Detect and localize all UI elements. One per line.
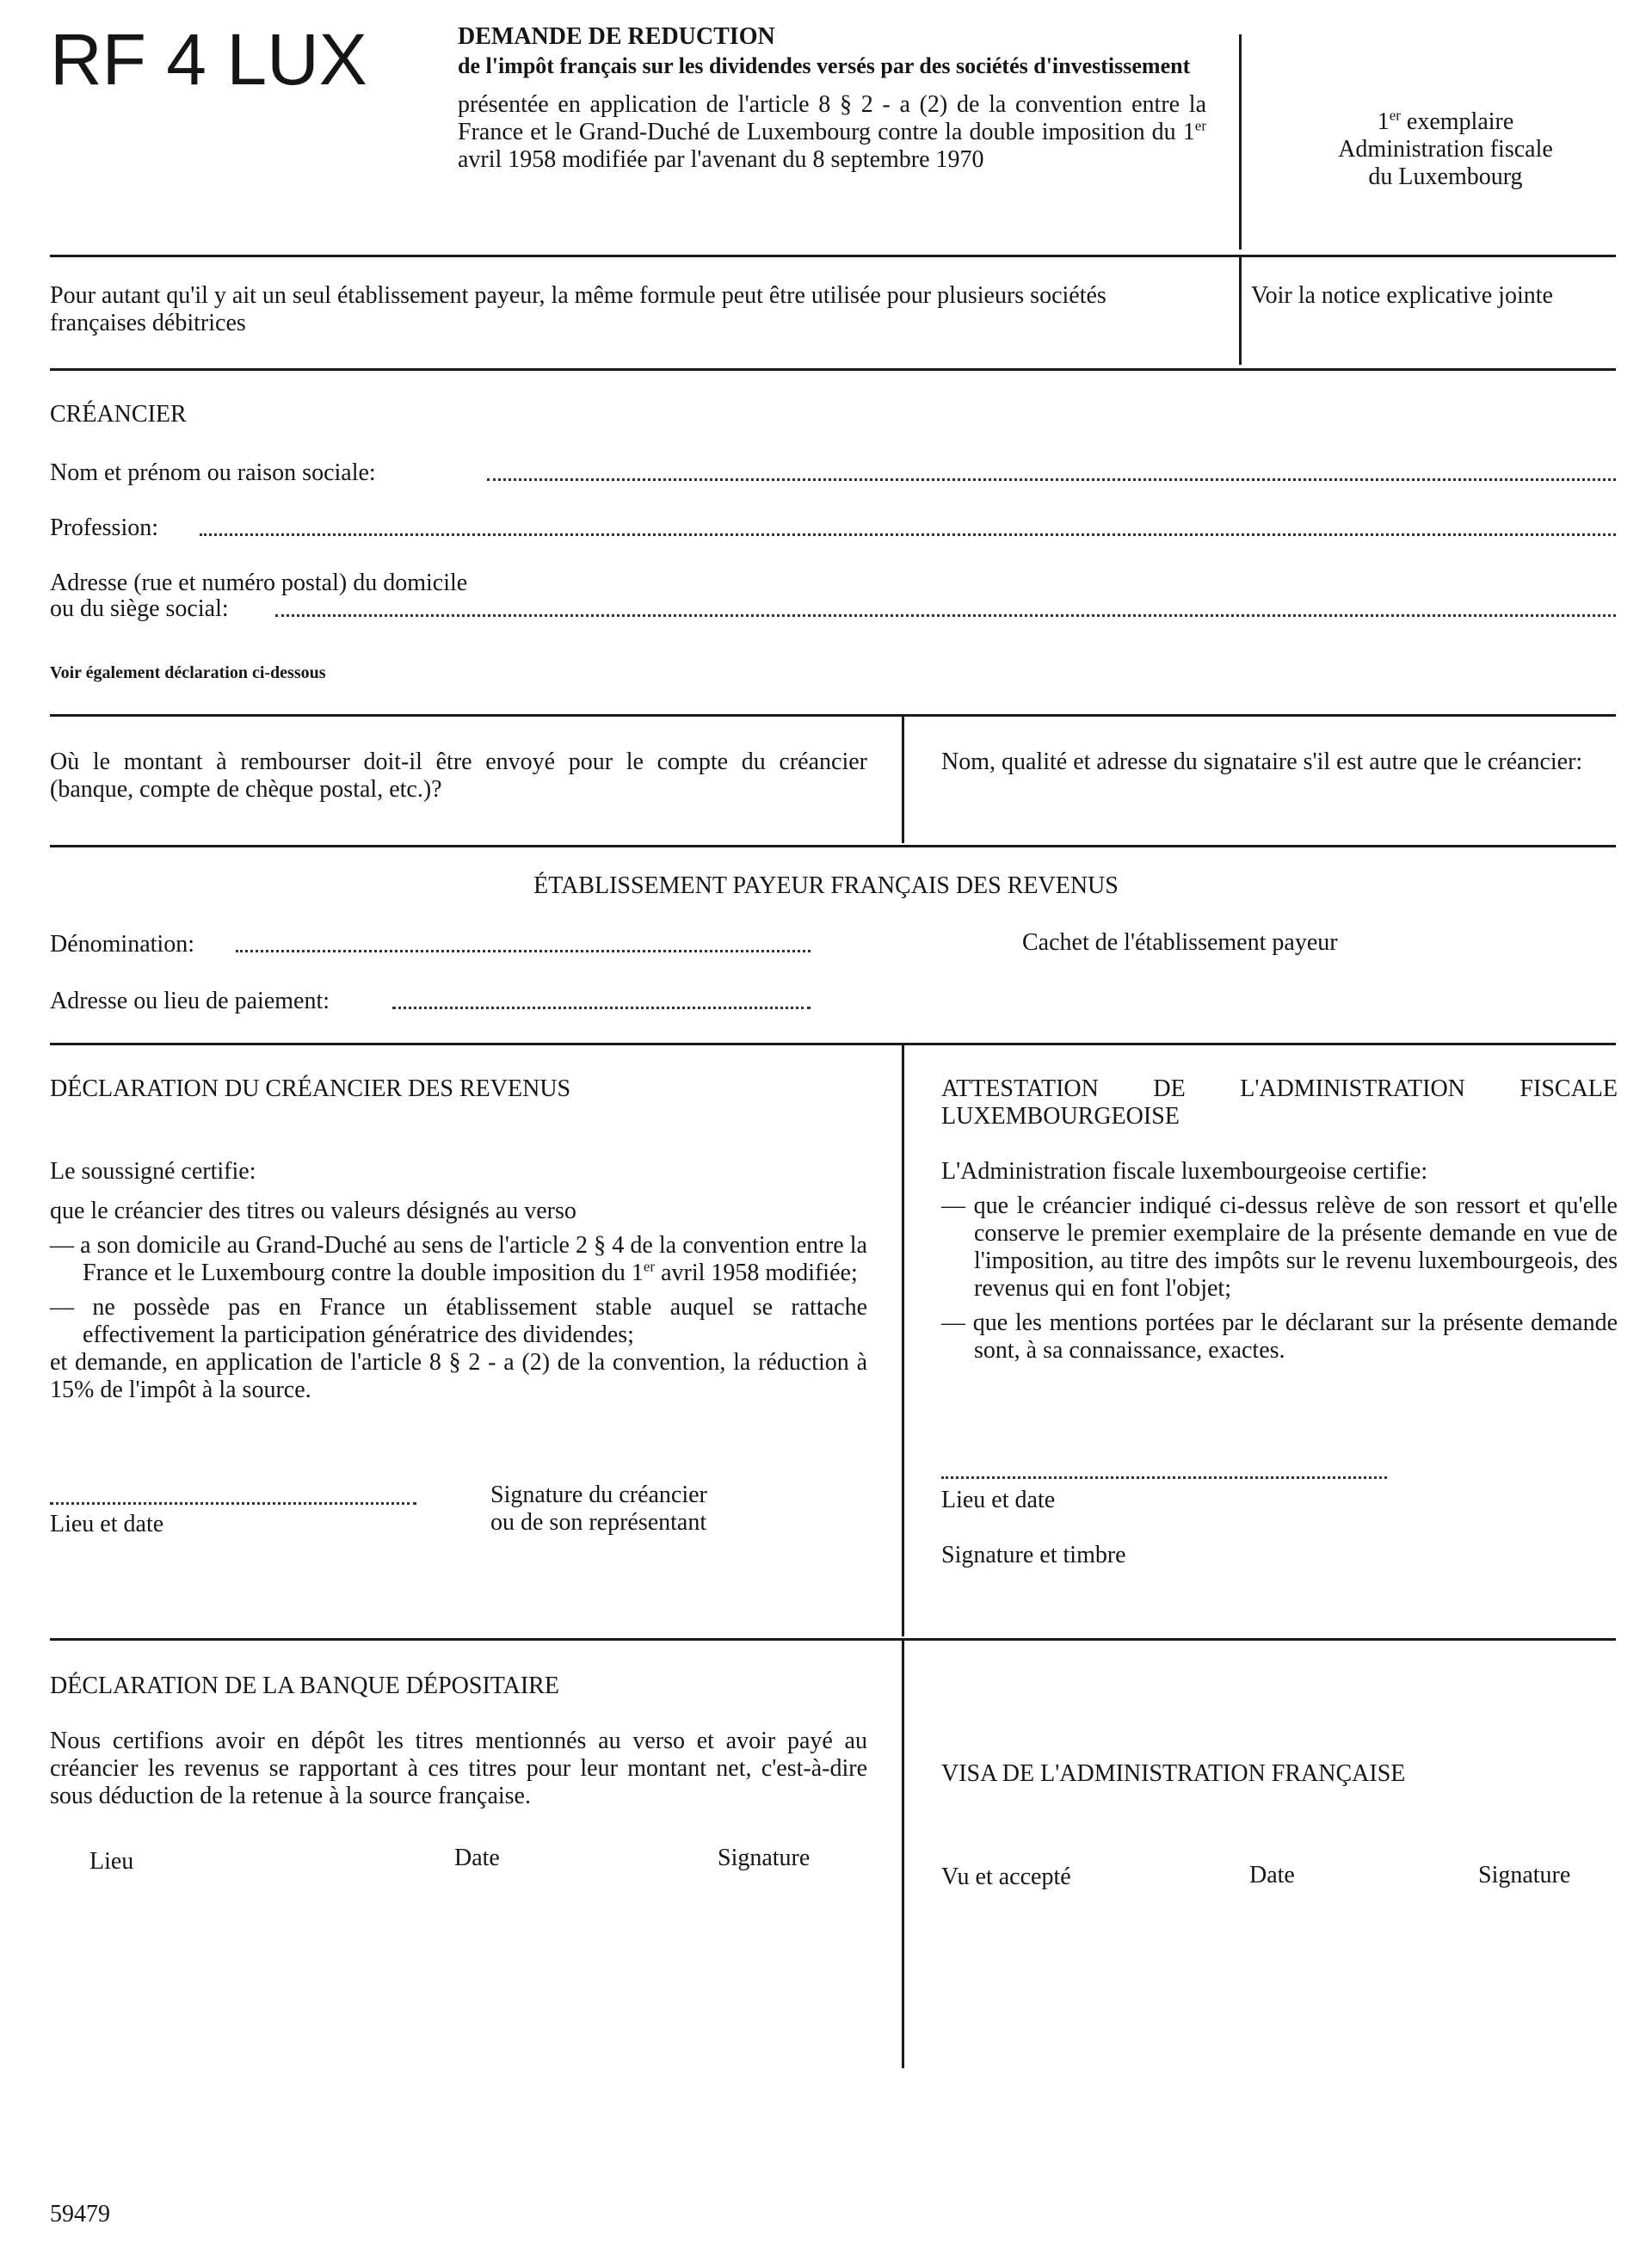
divider-declaration [50,1638,1616,1641]
attestation-signature-label: Signature et timbre [941,1542,1126,1568]
form-title: DEMANDE DE REDUCTION [458,23,775,50]
nom-label: Nom et prénom ou raison sociale: [50,459,376,486]
etablissement-heading: ÉTABLISSEMENT PAYEUR FRANÇAIS DES REVENUS [533,872,1119,899]
divider-notice [50,368,1616,371]
declaration-signature-line1: Signature du créancier [490,1482,707,1508]
paiement-label: Adresse ou lieu de paiement: [50,988,330,1014]
payment-question: Où le montant à rembourser doit-il être envoyé pour le compte du créancier (banque, compte de chèque postal, etc.)? [50,749,867,803]
profession-label: Profession: [50,514,158,541]
visa-date-label: Date [1249,1862,1295,1888]
banque-heading: DÉCLARATION DE LA BANQUE DÉPOSITAIRE [50,1673,559,1699]
banque-signature-label: Signature [718,1845,811,1871]
adresse-label-line1: Adresse (rue et numéro postal) du domicile [50,570,468,596]
banque-lieu-label: Lieu [89,1848,134,1875]
declaration-content [50,1158,867,1404]
notice-divider [1239,255,1242,365]
attestation-lieu-label: Lieu et date [941,1487,1056,1513]
notice-voir: Voir la notice explicative jointe [1251,282,1553,309]
attestation-certifie: L'Administration fiscale luxembourgeoise certifie: [941,1158,1428,1185]
declaration-signature-line2: ou de son représentant [490,1509,707,1536]
declaration-closing: et demande, en application de l'article 8 § 2 - a (2) de la convention, la réduction à 15% de l'impôt à la source. [50,1349,867,1403]
divider-creancier [50,714,1616,717]
paiement-field[interactable] [392,1007,811,1009]
declaration-divider [902,1043,904,1636]
header-divider [1239,34,1242,250]
creancier-heading: CRÉANCIER [50,401,187,428]
attestation-heading: ATTESTATION DE L'ADMINISTRATION FISCALE LUXEMBOURGEOISE [941,1075,1618,1130]
denomination-label: Dénomination: [50,931,194,958]
form-code: RF 4 LUX [50,19,367,100]
declaration-lieu-label: Lieu et date [50,1511,164,1537]
visa-heading: VISA DE L'ADMINISTRATION FRANÇAISE [941,1760,1406,1787]
form-title-block [458,24,1206,174]
declaration-item-etablissement: — ne possède pas en France un établissement stable auquel se rattache effectivement la participation génératrice des dividendes; [50,1294,867,1348]
adresse-field[interactable] [275,614,1616,617]
copy-info [1248,108,1643,191]
nom-field[interactable] [487,478,1616,481]
attestation-lieu-field[interactable] [941,1476,1387,1479]
copy-number: 1er exemplaire [1377,107,1514,135]
divider-payment [50,845,1616,847]
signataire-label: Nom, qualité et adresse du signataire s'il est autre que le créancier: [941,749,1583,775]
cachet-label: Cachet de l'établissement payeur [1022,929,1338,956]
declaration-intro: que le créancier des titres ou valeurs désignés au verso [50,1198,576,1224]
notice-text: Pour autant qu'il y ait un seul établissement payeur, la même formule peut être utilisée pour plusieurs sociétés françaises débitrices [50,282,1106,336]
divider-header [50,255,1616,257]
banque-text: Nous certifions avoir en dépôt les titres mentionnés au verso et avoir payé au créancier les revenus se rapportant à ces titres pour leur montant net, c'est-à-dire sous déduction de la retenue à la source française. [50,1728,867,1809]
divider-etablissement [50,1043,1616,1045]
form-description: présentée en application de l'article 8 § 2 - a (2) de la convention entre la France et le Grand-Duché de Luxembourg contre la double imposition du 1er avril 1958 modifiée par l'avenant du 8 septembre 1970 [458,91,1206,173]
adresse-label-line2: ou du siège social: [50,595,229,622]
copy-recipient-country: du Luxembourg [1368,163,1523,190]
visa-vu-label: Vu et accepté [941,1864,1071,1890]
voir-declaration-note: Voir également déclaration ci-dessous [50,663,326,682]
banque-date-label: Date [454,1845,500,1871]
profession-field[interactable] [200,533,1616,536]
attestation-item-mentions: — que les mentions portées par le déclarant sur la présente demande sont, à sa connaissance, exactes. [941,1309,1618,1364]
declaration-item-domicile: — a son domicile au Grand-Duché au sens de l'article 2 § 4 de la convention entre la France et le Luxembourg contre la double imposition du 1er avril 1958 modifiée; [50,1232,867,1286]
denomination-field[interactable] [236,950,811,952]
banque-divider [902,1638,904,2068]
form-number: 59479 [50,2201,110,2227]
attestation-content [941,1158,1618,1365]
visa-signature-label: Signature [1478,1862,1571,1888]
copy-recipient: Administration fiscale [1338,136,1553,163]
declaration-lieu-field[interactable] [50,1502,416,1505]
declaration-heading: DÉCLARATION DU CRÉANCIER DES REVENUS [50,1075,571,1102]
payment-divider [902,714,904,843]
form-subtitle: de l'impôt français sur les dividendes versés par des sociétés d'investissement [458,53,1191,78]
attestation-item-ressort: — que le créancier indiqué ci-dessus relève de son ressort et qu'elle conserve le premier exemplaire de la présente demande en vue de l'imposition, au titre des impôts sur le revenu luxembourgeois, des revenus qui en font l'objet; [941,1192,1618,1302]
declaration-certifie: Le soussigné certifie: [50,1158,256,1185]
